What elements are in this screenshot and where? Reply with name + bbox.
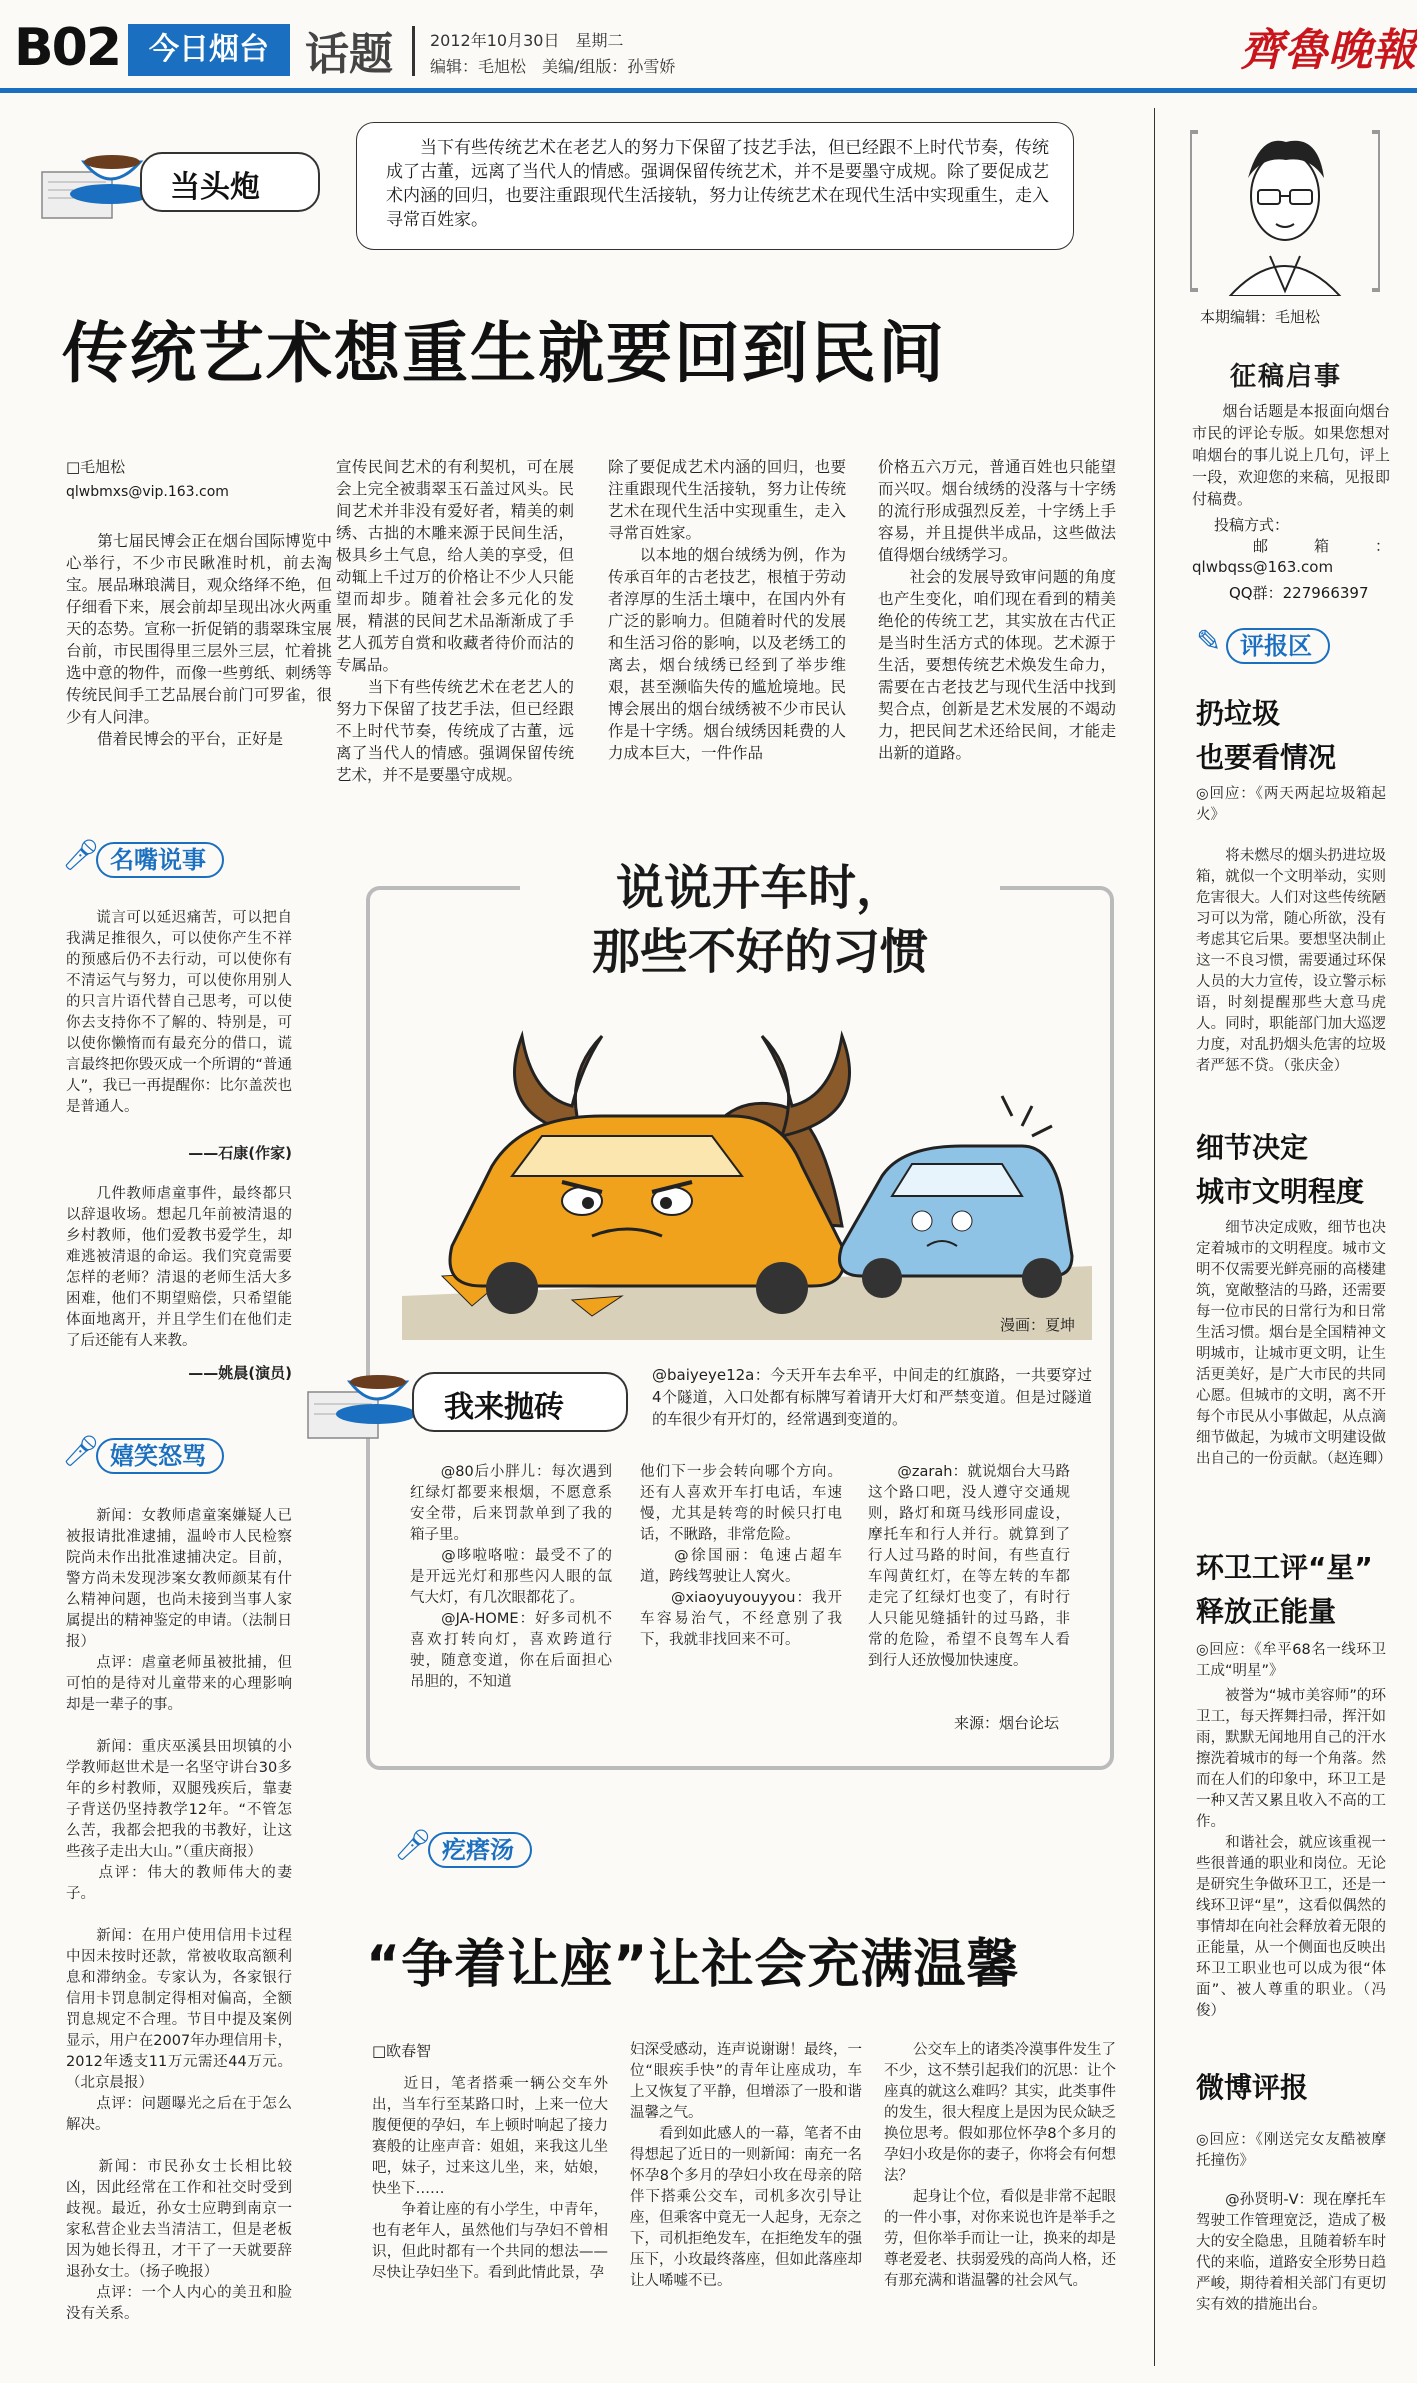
bottom-column-3: 公交车上的诸类冷漠事件发生了不少，这不禁引起我们的沉思：让个座真的就这么难吗？其实，此类事件的发生，很大程度上是因为民众缺乏换位思考。假如那位怀孕8个多月的孕妇小玫是你的妻子，你将会有何想法？ 起身让个位，看似是非常不起眼的一件小事，对你来说也许是举手之劳，但你举手而让一让，换来的却是尊老爱老、扶弱爱残的高尚人格，还有那充满和谐温馨的社会风气。	[884, 2042, 1116, 2289]
header-rule	[0, 88, 1417, 93]
review-body-3: 被誉为“城市美容师”的环卫工，每天挥舞扫帚，挥汗如雨，默默无闻地用自己的汗水擦洗着城市的每一个角落。然而在人们的印象中，环卫工是一种又苦又累且收入不高的工作。 和谐社会，就应该重视一些很普通的职业和岗位。无论是研究生争做环卫工，还是一线环卫评“星”，这看似偶然的事情却在向社会释放着无限的正能量，从一个侧面也反映出环卫工职业也可以成为很“体面”、被人尊重的职业。（冯俊）	[1196, 1688, 1386, 2019]
header-divider	[412, 26, 415, 76]
contact-title: 投稿方式：	[1214, 516, 1290, 534]
laugh-tag	[62, 1436, 224, 1471]
bottom-tag	[394, 1830, 532, 1865]
review-tag-label: 评报区	[1226, 628, 1330, 664]
feature-column-1: @80后小胖儿：每次遇到红绿灯都要来根烟，不愿意系安全带，后来罚款单到了我的箱子里。 @哆啦咯啦：最受不了的是开远光灯和那些闪人眼的氙气大灯，有几次眼都花了。 @JA-HOME：好多司机不喜欢打转向灯，喜欢跨道行驶，随意变道，你在后面担心吊胆的，不知道	[410, 1464, 612, 1690]
famous-quote-1: 谎言可以延迟痛苦，可以把自我满足推很久，可以使你产生不祥的预感后仍不去行动，可以使你有不清运气与努力，可以使你用别人的只言片语代替自己思考，可以使你去支持你不了解的、特别是，可以使你懒惰而有最充分的借口，谎言最终把你毁灭成一个所谓的“普通人”，我已一再提醒你：比尔盖茨也是普通人。	[66, 910, 292, 1115]
review-title-2: 细节决定 城市文明程度	[1196, 1131, 1365, 1208]
lead-column-3: 除了要促成艺术内涵的回归，也要注重跟现代生活接轨，努力让传统艺术在现代生活中实现重生，走入寻常百姓家。 以本地的烟台绒绣为例，作为传承百年的古老技艺，根植于劳动者淳厚的生活土壤中，在国内外有广泛的影响力。但随着时代的发展和生活习俗的影响，以及老绣工的离去，烟台绒绣已经到了举步维艰，甚至濒临失传的尴尬境地。民博会展出的烟台绒绣被不少市民认作是十字绣。烟台绒绣因耗费的人力成本巨大，一件作品	[608, 458, 846, 762]
review-body-1: 将未燃尽的烟头扔进垃圾箱，就似一个文明举动，实则危害很大。人们对这些传统陋习可以为常，随心所欲，没有考虑其它后果。要想坚决制止这一不良习惯，需要通过环保人员的大力宣传，设立警示标语，时刻提醒那些大意马虎人。同时，职能部门加大巡逻力度，对乱扔烟头危害的垃圾者严惩不贷。（张庆金）	[1196, 848, 1386, 1074]
feature-column-3: @zarah：就说烟台大马路这个路口吧，没人遵守交通规则，路灯和斑马线形同虚设，摩托车和行人并行。就算到了行人过马路的时间，有些直行车闯黄红灯，在等左转的车都走完了红绿灯也变了，有时行人只能见缝插针的过马路，非常的危险，希望不良驾车人看到行人还放慢加快速度。	[868, 1464, 1070, 1669]
famous-signature-2: ——姚晨(演员)	[188, 1364, 292, 1382]
feature-intro: @baiyeye12a：今天开车去牟平，中间走的红旗路，一共要穿过4个隧道，入口处都有标牌写着请开大灯和严禁变道。但是过隧道的车很少有开灯的，经常遇到变道的。	[652, 1366, 1092, 1428]
review-title-4: 微博评报	[1196, 2071, 1309, 2104]
review-title-1: 扔垃圾 也要看情况	[1196, 697, 1337, 774]
review-reply-1: ◎回应：《两天两起垃圾箱起火》	[1196, 786, 1386, 823]
staff-line: 编辑：毛旭松 美编/组版：孙雪娇	[430, 57, 676, 76]
review-body-4: @孙贤明-V：现在摩托车驾驶工作管理宽泛，造成了极大的安全隐患，且随着轿车时代的来临，道路安全形势日趋严峻，期待着相关部门有更切实有效的措施出台。	[1196, 2192, 1386, 2313]
feature-tag	[306, 1352, 636, 1442]
lead-tag	[40, 132, 330, 224]
feature-column-2: 他们下一步会转向哪个方向。还有人喜欢开车打电话，车速慢，尤其是转弯的时候只打电话，不瞅路，非常危险。 @徐国丽：龟速占超车道，跨线驾驶让人窝火。 @xiaoyuyouyyou：我开车容易治气，不经意别了我下，我就非找回来不可。	[640, 1464, 842, 1648]
bottom-tag-label: 疙瘩汤	[428, 1832, 532, 1868]
lead-tag-label: 当头炮	[170, 170, 260, 205]
bottom-column-1: 近日，笔者搭乘一辆公交车外出，当车行至某路口时，上来一位大腹便便的孕妇，车上顿时响起了接力赛般的让座声音：姐姐，来我这儿坐吧，妹子，过来这儿坐，来，姑娘，快坐下…… 争着让座的有小学生，中青年，也有老年人，虽然他们与孕妇不曾相识，但此时都有一个共同的想法——尽快让孕妇坐下。看到此情此景，孕	[372, 2076, 608, 2281]
contact-qq: QQ群：227966397	[1214, 584, 1369, 602]
feature-source: 来源：烟台论坛	[954, 1714, 1060, 1732]
review-reply-4: ◎回应：《刚送完女友酷被摩托撞伤》	[1196, 2132, 1386, 2169]
bottom-column-2: 妇深受感动，连声说谢谢！最终，一位“眼疾手快”的青年让座成功，车上又恢复了平静，但增添了一股和谐温馨之气。 看到如此感人的一幕，笔者不由得想起了近日的一则新闻：南充一名怀孕8个多月的孕妇小玫在母亲的陪伴下搭乘公交车，司机多次引导让座，但乘客中竟无一人起身，无奈之下，司机拒绝发车，在拒绝发车的强压下，小玫最终落座，但如此落座却让人唏嘘不已。	[630, 2042, 862, 2289]
review-body-2: 细节决定成败，细节也决定着城市的文明程度。城市文明不仅需要光鲜亮丽的高楼建筑，宽敞整洁的马路，还需要每一位市民的日常行为和日常生活习惯。烟台是全国精神文明城市，让城市更文明，让生活更美好，是广大市民的共同心愿。但城市的文明，离不开每个市民从小事做起，从点滴细节做起，为城市文明建设做出自己的一份贡献。（赵连卿）	[1196, 1220, 1392, 1467]
page-number: B02	[14, 18, 120, 78]
microphone-icon: 🎤︎	[62, 838, 101, 873]
editor-caption: 本期编辑：毛旭松	[1200, 308, 1321, 326]
coffee-cup-icon	[306, 1352, 426, 1442]
lead-author: □毛旭松	[66, 458, 126, 476]
review-tag	[1196, 626, 1330, 661]
call-title: 征稿启事	[1230, 362, 1343, 392]
date-line: 2012年10月30日 星期二	[430, 31, 624, 50]
pen-icon: ✎	[1196, 624, 1222, 659]
lead-column-4: 价格五六万元，普通百姓也只能望而兴叹。烟台绒绣的没落与十字绣的流行形成强烈反差，十字绣上手容易，并且提供半成品，这些做法值得烟台绒绣学习。 社会的发展导致审问题的角度也产生变化，咱们现在看到的精美绝伦的传统工艺，其实放在古代正是当时生活方式的体现。艺术源于生活，要想传统艺术焕发生命力，需要在古老技艺与现代生活中找到契合点，创新是艺术发展的不竭动力，把民间艺术还给民间，才能走出新的道路。	[878, 458, 1116, 762]
section-tab[interactable]: 今日烟台	[128, 24, 290, 76]
topic-label: 话题	[305, 29, 393, 80]
laugh-text: 新闻：女教师虐童案嫌疑人已被报请批准逮捕，温岭市人民检察院尚未作出批准逮捕决定。目前，警方尚未发现涉案女教师颜某有什么精神问题，也尚未接到当事人家属提出的精神鉴定的申请。（法制日报） 点评：虐童老师虽被批捕，但可怕的是待对儿童带来的心理影响却是一辈子的事。 新闻：重庆巫溪县田坝镇的小学教师赵世术是一名坚守讲台30多年的乡村教师，双腿残疾后，靠妻子背送仍坚持教学12年。“不管怎么苦，我都会把我的书教好，让这些孩子走出大山。”（重庆商报） 点评：伟大的教师伟大的妻子。 新闻：在用户使用信用卡过程中因未按时还款，常被收取高额利息和滞纳金。专家认为，各家银行信用卡罚息制定得相对偏高，全额罚息规定不合理。节目中提及案例显示，用户在2007年办理信用卡，2012年透支11万元需还44万元。（北京晨报） 点评：问题曝光之后在于怎么解决。 新闻：市民孙女士长相比较凶，因此经常在工作和社交时受到歧视。最近，孙女士应聘到南京一家私营企业去当清洁工，但是老板因为她长得丑，才干了一天就要辞退孙女士。（扬子晚报） 点评：一个人内心的美丑和脸没有关系。	[66, 1508, 292, 2322]
lead-column-2: 宣传民间艺术的有利契机，可在展会上完全被翡翠玉石盖过风头。民间艺术并非没有爱好者，精美的刺绣、古拙的木雕来源于民间生活，极具乡土气息，给人美的享受，但动辄上千过万的价格让不少人只能望而却步。随着社会多元化的发展，精湛的民间艺术品渐渐成了手艺人孤芳自赏和收藏者待价而沽的专属品。 当下有些传统艺术在老艺人的努力下保留了技艺手法，但已经跟不上时代节奏，传统成了古董，远离了当代人的情感。强调保留传统艺术，并不是要墨守成规。	[336, 458, 574, 784]
microphone-icon: 🎤︎	[62, 1434, 101, 1469]
feature-tag-label: 我来抛砖	[444, 1390, 564, 1425]
comic-illustration	[402, 996, 1092, 1340]
review-reply-3: ◎回应：《牟平68名一线环卫工成“明星”》	[1196, 1642, 1386, 1679]
lead-email: qlwbmxs@vip.163.com	[66, 484, 229, 500]
comic-credit: 漫画：夏坤	[1000, 1316, 1076, 1334]
lead-summary: 当下有些传统艺术在老艺人的努力下保留了技艺手法，但已经跟不上时代节奏，传统成了古董，远离了当代人的情感。强调保留传统艺术，并不是要墨守成规。除了要促成艺术内涵的回归，也要注重跟现代生活接轨，努力让传统艺术在现代生活中实现重生，走入寻常百姓家。	[386, 138, 1049, 230]
famous-quote-2: 几件教师虐童事件，最终都只以辞退收场。想起几年前被清退的乡村教师，他们爱教书爱学生，却难逃被清退的命运。我们究竟需要怎样的老师？清退的老师生活大多困难，他们不期望赔偿，只希望能体面地离开，并且学生们在他们走了后还能有人来教。	[66, 1186, 292, 1349]
lead-column-1: 第七届民博会正在烟台国际博览中心举行，不少市民瞅准时机，前去淘宝。展品琳琅满目，观众络绎不绝，但仔细看下来，展会前却呈现出冰火两重天的态势。宣称一折促销的翡翠珠宝展台前，市民围得里三层外三层，忙着挑选中意的物件，而像一些剪纸、刺绣等传统民间手工艺品展台前门可罗雀，很少有人问津。 借着民博会的平台，正好是	[66, 532, 332, 748]
call-text: 烟台话题是本报面向烟台市民的评论专版。如果您想对咱烟台的事儿说上几句，评上一段，欢迎您的来稿，见报即付稿费。	[1192, 402, 1390, 508]
bottom-headline: “争着让座”让社会充满温馨	[366, 1935, 1020, 1995]
lead-headline: 传统艺术想重生就要回到民间	[62, 315, 946, 392]
famous-signature-1: ——石康(作家)	[188, 1144, 292, 1162]
newspaper-logo: 齊魯晚報	[1240, 25, 1416, 76]
famous-tag	[62, 840, 224, 875]
review-title-3: 环卫工评“星” 释放正能量	[1196, 1551, 1373, 1628]
feature-title: 说说开车时， 那些不好的习惯	[520, 856, 1000, 984]
famous-tag-label: 名嘴说事	[96, 842, 224, 878]
right-column-divider	[1154, 108, 1155, 2366]
editor-photo	[1190, 126, 1380, 296]
laugh-tag-label: 嬉笑怒骂	[96, 1438, 224, 1474]
bottom-author: □欧春智	[372, 2042, 432, 2060]
microphone-icon: 🎤︎	[394, 1828, 433, 1863]
contact-email[interactable]: 邮箱：qlwbqss@163.com	[1192, 537, 1390, 576]
